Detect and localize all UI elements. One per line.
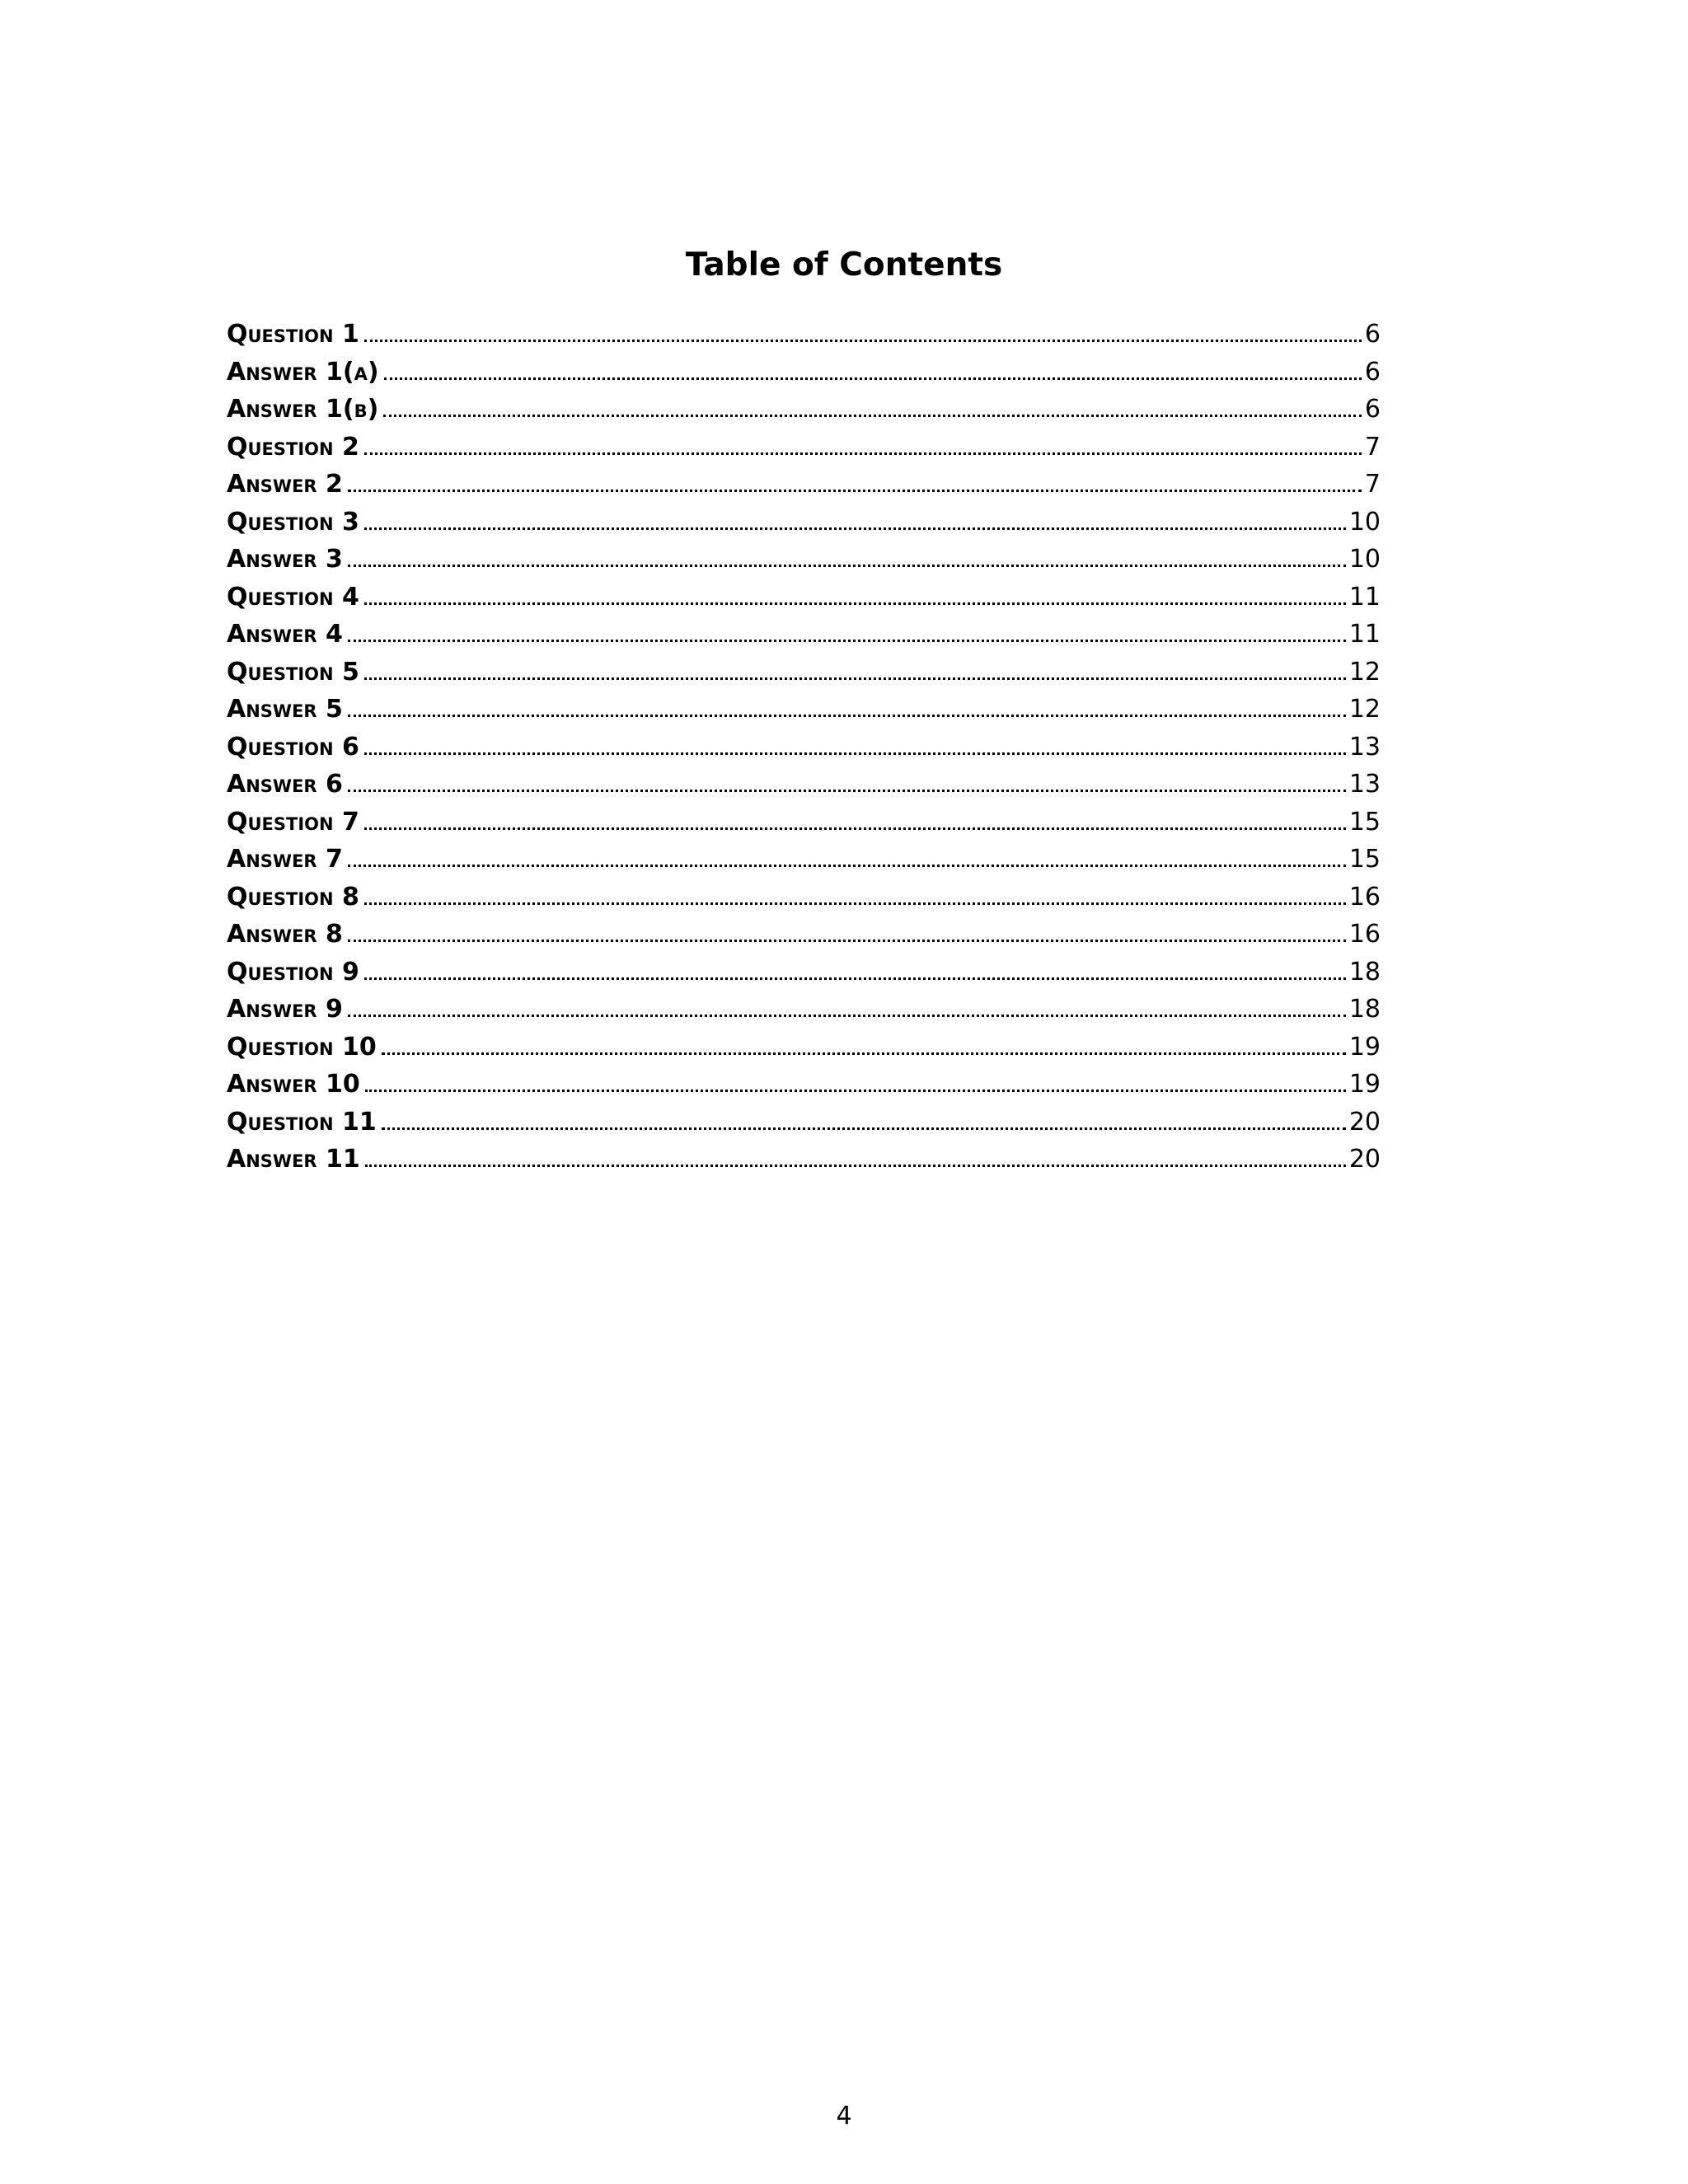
page-number: 4 bbox=[836, 2102, 852, 2130]
toc-dot-leader bbox=[364, 452, 1362, 455]
toc-entry-label: Answer 5 bbox=[227, 695, 343, 724]
toc-entry-label: Answer 6 bbox=[227, 770, 343, 799]
toc-entry-page: 20 bbox=[1348, 1145, 1381, 1174]
toc-entry[interactable] bbox=[227, 991, 1381, 1029]
toc-dot-leader bbox=[364, 527, 1346, 530]
toc-entry-page: 15 bbox=[1348, 807, 1381, 837]
toc-entry[interactable] bbox=[227, 316, 1381, 354]
toc-dot-leader bbox=[364, 602, 1346, 605]
toc-entry[interactable] bbox=[227, 879, 1381, 916]
toc-entry-label: Question 8 bbox=[227, 882, 359, 912]
toc-entry-page: 7 bbox=[1364, 432, 1381, 462]
toc-dot-leader bbox=[384, 377, 1362, 380]
toc-dot-leader bbox=[348, 565, 1346, 567]
toc-entry-label: Answer 2 bbox=[227, 470, 343, 499]
toc-entry-label: Question 3 bbox=[227, 507, 359, 537]
toc-entry[interactable] bbox=[227, 691, 1381, 729]
toc-entry[interactable] bbox=[227, 654, 1381, 691]
toc-dot-leader bbox=[348, 940, 1346, 942]
toc-entry-label: Answer 9 bbox=[227, 995, 343, 1024]
toc-dot-leader bbox=[365, 1090, 1346, 1092]
toc-dot-leader bbox=[382, 1052, 1346, 1055]
toc-entry-label: Question 5 bbox=[227, 657, 359, 687]
toc-entry[interactable] bbox=[227, 841, 1381, 879]
toc-dot-leader bbox=[348, 715, 1346, 717]
toc-dot-leader bbox=[364, 752, 1346, 755]
toc-entry-label: Question 6 bbox=[227, 732, 359, 762]
toc-entry[interactable] bbox=[227, 1029, 1381, 1066]
toc-entry-label: Question 2 bbox=[227, 432, 359, 462]
toc-dot-leader bbox=[348, 640, 1346, 642]
toc-dot-leader bbox=[348, 1015, 1346, 1017]
toc-entry-page: 6 bbox=[1364, 320, 1381, 349]
toc-entry-label: Question 11 bbox=[227, 1107, 377, 1137]
toc-entry[interactable] bbox=[227, 1104, 1381, 1141]
toc-entry[interactable] bbox=[227, 354, 1381, 391]
toc-dot-leader bbox=[348, 490, 1362, 492]
toc-entry-page: 16 bbox=[1348, 882, 1381, 912]
toc-dot-leader bbox=[364, 827, 1346, 830]
toc-entry-label: Answer 11 bbox=[227, 1145, 360, 1174]
toc-entry[interactable] bbox=[227, 1066, 1381, 1104]
toc-entry-label: Answer 1(b) bbox=[227, 395, 379, 424]
table-of-contents bbox=[227, 316, 1381, 1179]
toc-entry-page: 12 bbox=[1348, 695, 1381, 724]
toc-entry[interactable] bbox=[227, 1141, 1381, 1179]
toc-dot-leader bbox=[364, 902, 1346, 905]
page-title: Table of Contents bbox=[685, 246, 1003, 284]
toc-entry-page: 16 bbox=[1348, 920, 1381, 949]
toc-entry[interactable] bbox=[227, 916, 1381, 954]
toc-entry-page: 10 bbox=[1348, 507, 1381, 537]
toc-entry-page: 12 bbox=[1348, 657, 1381, 687]
toc-entry-label: Question 4 bbox=[227, 582, 359, 612]
toc-entry-label: Answer 1(a) bbox=[227, 357, 379, 387]
toc-dot-leader bbox=[364, 340, 1362, 342]
toc-entry-page: 13 bbox=[1348, 770, 1381, 799]
toc-entry[interactable] bbox=[227, 504, 1381, 541]
toc-entry[interactable] bbox=[227, 466, 1381, 504]
toc-dot-leader bbox=[382, 1127, 1346, 1130]
toc-dot-leader bbox=[364, 677, 1346, 680]
toc-entry-page: 10 bbox=[1348, 545, 1381, 574]
toc-entry-label: Answer 4 bbox=[227, 620, 343, 649]
toc-entry[interactable] bbox=[227, 954, 1381, 991]
toc-entry-page: 18 bbox=[1348, 995, 1381, 1024]
toc-entry[interactable] bbox=[227, 579, 1381, 616]
toc-entry[interactable] bbox=[227, 616, 1381, 654]
toc-entry[interactable] bbox=[227, 541, 1381, 579]
toc-entry[interactable] bbox=[227, 729, 1381, 766]
toc-dot-leader bbox=[365, 1165, 1346, 1167]
toc-entry-page: 11 bbox=[1348, 582, 1381, 612]
toc-dot-leader bbox=[364, 977, 1346, 980]
toc-entry-page: 6 bbox=[1364, 357, 1381, 387]
toc-entry-page: 7 bbox=[1364, 470, 1381, 499]
toc-entry-page: 6 bbox=[1364, 395, 1381, 424]
toc-dot-leader bbox=[383, 415, 1362, 417]
toc-entry-page: 18 bbox=[1348, 957, 1381, 987]
toc-entry-page: 15 bbox=[1348, 845, 1381, 874]
toc-entry-page: 19 bbox=[1348, 1032, 1381, 1062]
toc-entry-page: 13 bbox=[1348, 732, 1381, 762]
toc-entry[interactable] bbox=[227, 429, 1381, 466]
toc-entry-label: Answer 8 bbox=[227, 920, 343, 949]
toc-entry-page: 11 bbox=[1348, 620, 1381, 649]
toc-entry[interactable] bbox=[227, 766, 1381, 804]
toc-entry-label: Answer 3 bbox=[227, 545, 343, 574]
toc-entry-label: Answer 7 bbox=[227, 845, 343, 874]
toc-entry-label: Question 10 bbox=[227, 1032, 377, 1062]
toc-entry[interactable] bbox=[227, 804, 1381, 841]
toc-entry-page: 20 bbox=[1348, 1107, 1381, 1137]
toc-entry-label: Question 1 bbox=[227, 320, 359, 349]
toc-entry-label: Answer 10 bbox=[227, 1070, 360, 1099]
toc-entry-page: 19 bbox=[1348, 1070, 1381, 1099]
toc-dot-leader bbox=[348, 865, 1346, 867]
toc-entry-label: Question 7 bbox=[227, 807, 359, 837]
toc-entry-label: Question 9 bbox=[227, 957, 359, 987]
toc-entry[interactable] bbox=[227, 391, 1381, 429]
toc-dot-leader bbox=[348, 790, 1346, 792]
